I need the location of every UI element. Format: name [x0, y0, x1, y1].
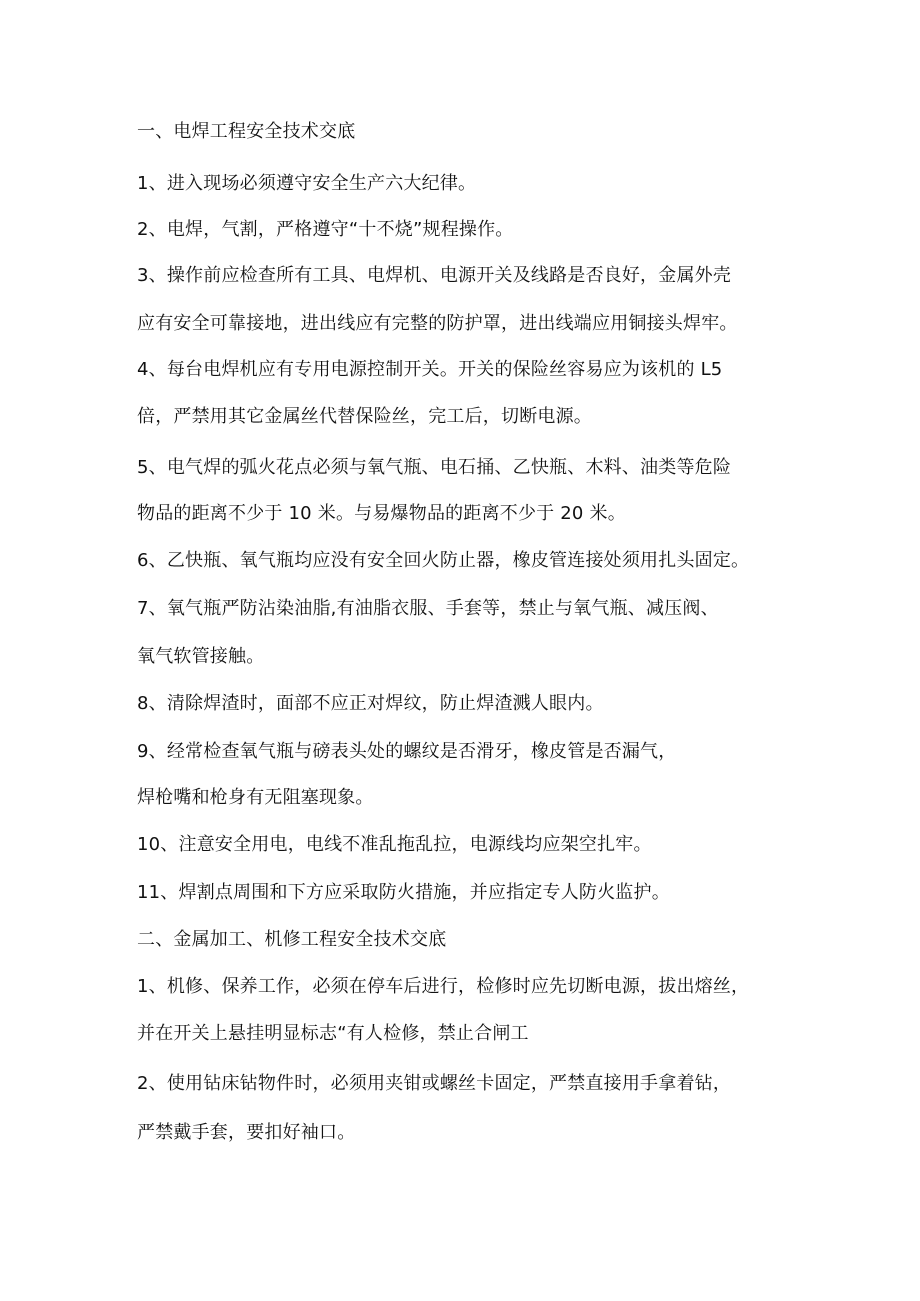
- paragraph-line: 6、乙快瓶、氧气瓶均应没有安全回火防止器，橡皮管连接处须用扎头固定。: [137, 550, 750, 571]
- paragraph-line: 1、进入现场必须遵守安全生产六大纪律。: [137, 173, 477, 194]
- paragraph-line: 5、电气焊的弧火花点必须与氧气瓶、电石捅、乙快瓶、木料、油类等危险: [137, 457, 732, 478]
- section-heading-welding: 一、电焊工程安全技术交底: [137, 121, 356, 142]
- paragraph-line: 7、氧气瓶严防沾染油脂,有油脂衣服、手套等，禁止与氧气瓶、减压阀、: [137, 598, 719, 619]
- paragraph-line: 9、经常检查氧气瓶与磅表头处的螺纹是否滑牙，橡皮管是否漏气，: [137, 741, 677, 762]
- paragraph-line: 1、机修、保养工作，必须在停车后进行，检修时应先切断电源，拔出熔丝，: [137, 976, 750, 997]
- paragraph-line: 氧气软管接触。: [137, 646, 265, 667]
- paragraph-line: 严禁戴手套，要扣好袖口。: [137, 1122, 356, 1143]
- paragraph-line: 2、电焊，气割，严格遵守“十不烧”规程操作。: [137, 219, 514, 240]
- paragraph-line: 3、操作前应检查所有工具、电焊机、电源开关及线路是否良好，金属外壳: [137, 265, 732, 286]
- paragraph-line: 8、清除焊渣时，面部不应正对焊纹，防止焊渣溅人眼内。: [137, 693, 604, 714]
- paragraph-line: 焊枪嘴和枪身有无阻塞现象。: [137, 787, 374, 808]
- paragraph-line: 物品的距离不少于 10 米。与易爆物品的距离不少于 20 米。: [137, 503, 626, 524]
- paragraph-line: 2、使用钻床钻物件时，必须用夹钳或螺丝卡固定，严禁直接用手拿着钻，: [137, 1073, 732, 1094]
- paragraph-line: 10、注意安全用电，电线不准乱拖乱拉，电源线均应架空扎牢。: [137, 834, 652, 855]
- paragraph-line: 应有安全可靠接地，进出线应有完整的防护罩，进出线端应用铜接头焊牢。: [137, 313, 738, 334]
- paragraph-line: 4、每台电焊机应有专用电源控制开关。开关的保险丝容易应为该机的 L5: [137, 359, 723, 380]
- paragraph-line: 并在开关上悬挂明显标志“有人检修，禁止合闸工: [137, 1023, 529, 1044]
- section-heading-machining: 二、金属加工、机修工程安全技术交底: [137, 929, 447, 950]
- paragraph-line: 11、焊割点周围和下方应采取防火措施，并应指定专人防火监护。: [137, 882, 670, 903]
- paragraph-line: 倍，严禁用其它金属丝代替保险丝，完工后，切断电源。: [137, 406, 592, 427]
